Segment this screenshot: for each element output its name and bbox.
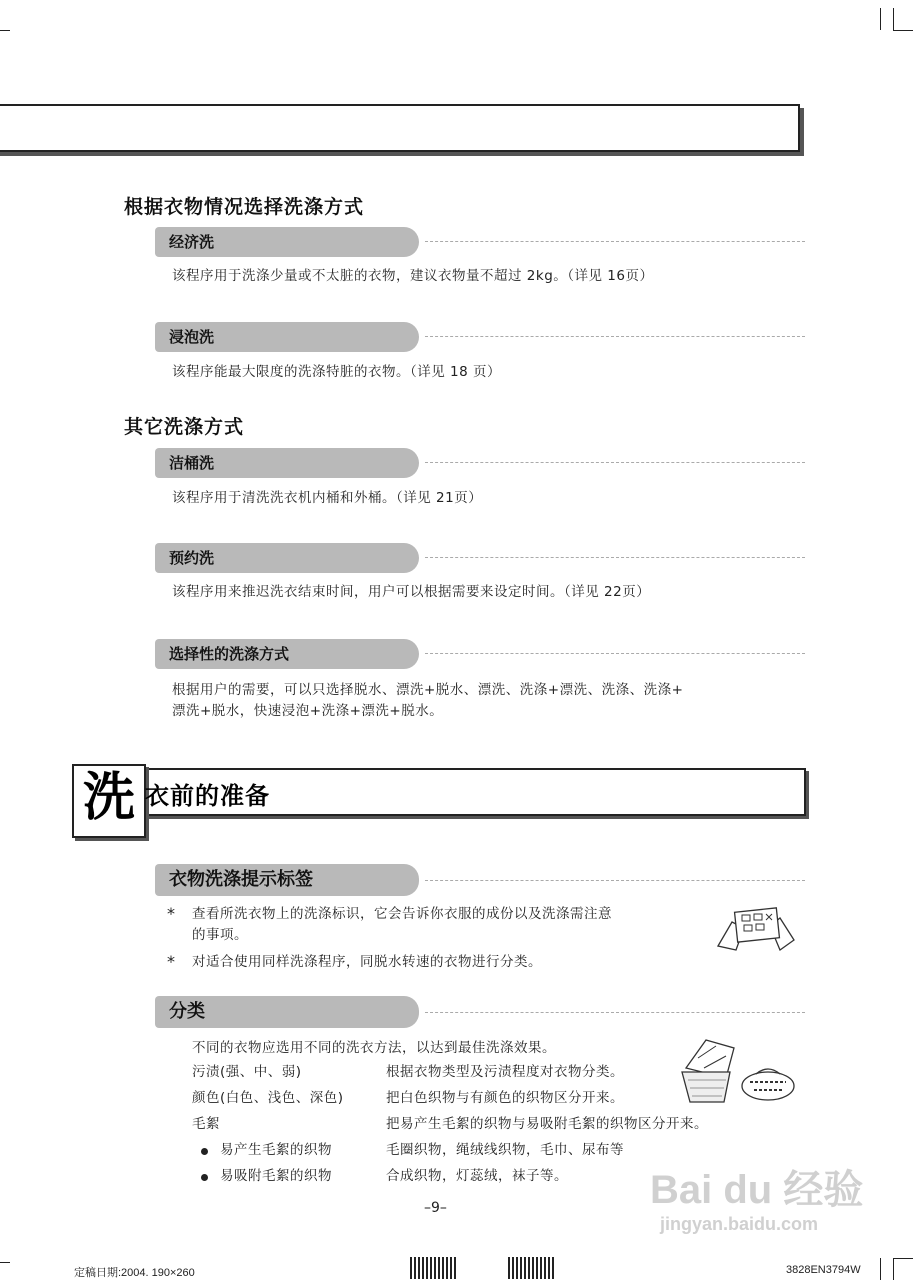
program-label-economy: 经济洗: [155, 227, 419, 257]
sort-rule-stain: 根据衣物类型及污渍程度对衣物分类。: [386, 1064, 624, 1080]
baidu-watermark-logo: Bai du 经验: [650, 1168, 864, 1212]
footer-date-size: 定稿日期:2004. 190×260: [74, 1267, 195, 1279]
registration-barcode: [410, 1257, 456, 1279]
care-labels-tip2: 对适合使用同样洗涤程序，同脱水转速的衣物进行分类。: [192, 954, 542, 970]
program-desc-economy: 该程序用于洗涤少量或不太脏的衣物，建议衣物量不超过 2kg。（详见 16页）: [172, 268, 654, 284]
crop-mark: [893, 30, 913, 31]
crop-mark: [893, 1258, 913, 1259]
header-bar: [0, 104, 800, 152]
sort-criterion-color: 颜色(白色、浅色、深色): [192, 1090, 344, 1106]
program-label-delay: 预约洗: [155, 543, 419, 573]
dotted-rule: [425, 462, 805, 463]
sorting-intro: 不同的衣物应选用不同的洗衣方法，以达到最佳洗涤效果。: [192, 1040, 556, 1056]
laundry-basket-illustration: [676, 1028, 796, 1108]
sort-criterion-lint-attracting: 易吸附毛絮的织物: [220, 1168, 332, 1184]
dotted-rule: [425, 880, 805, 881]
sort-rule-lint: 把易产生毛絮的织物与易吸附毛絮的织物区分开来。: [386, 1116, 708, 1132]
baidu-watermark-url: jingyan.baidu.com: [660, 1214, 819, 1234]
crop-mark: [0, 30, 10, 31]
sort-criterion-lint-producing: 易产生毛絮的织物: [220, 1142, 332, 1158]
program-label-soak: 浸泡洗: [155, 322, 419, 352]
crop-mark: [0, 1262, 10, 1263]
registration-barcode: [508, 1257, 554, 1279]
crop-mark: [880, 8, 881, 30]
program-desc-delay: 该程序用来推迟洗衣结束时间，用户可以根据需要来设定时间。（详见 22页）: [172, 584, 651, 600]
care-labels-tip1-line1: 查看所洗衣物上的洗涤标识，它会告诉你衣服的成份以及洗涤需注意: [192, 906, 612, 922]
section-heading: 其它洗涤方式: [124, 416, 245, 438]
dotted-rule: [425, 336, 805, 337]
sort-rule-lint-producing: 毛圈织物，绳绒线织物，毛巾、尿布等: [386, 1142, 624, 1158]
program-desc-selective-line1: 根据用户的需要，可以只选择脱水、漂洗+脱水、漂洗、洗涤+漂洗、洗涤、洗涤+: [172, 682, 684, 698]
crop-mark: [893, 8, 894, 30]
star-bullet: *: [167, 904, 175, 923]
program-desc-selective-line2: 漂洗+脱水，快速浸泡+洗涤+漂洗+脱水。: [172, 703, 444, 719]
prep-title-initial: 洗: [72, 764, 146, 838]
list-bullet: [201, 1148, 208, 1155]
sort-criterion-lint: 毛絮: [192, 1116, 220, 1132]
footer-doc-code: 3828EN3794W: [786, 1264, 861, 1276]
sort-rule-color: 把白色织物与有颜色的织物区分开来。: [386, 1090, 624, 1106]
star-bullet: *: [167, 952, 175, 971]
section-heading: 根据衣物情况选择洗涤方式: [124, 196, 365, 218]
care-labels-tip1-line2: 的事项。: [192, 927, 248, 943]
program-label-selective: 选择性的洗涤方式: [155, 639, 419, 669]
page-number: –9–: [424, 1200, 447, 1216]
sort-criterion-stain: 污渍(强、中、弱): [192, 1064, 302, 1080]
crop-mark: [893, 1258, 894, 1280]
list-bullet: [201, 1174, 208, 1181]
dotted-rule: [425, 1012, 805, 1013]
dotted-rule: [425, 557, 805, 558]
dotted-rule: [425, 653, 805, 654]
crop-mark: [880, 1258, 881, 1280]
program-label-tub-clean: 洁桶洗: [155, 448, 419, 478]
program-desc-soak: 该程序能最大限度的洗涤特脏的衣物。（详见 18 页）: [172, 364, 502, 380]
dotted-rule: [425, 241, 805, 242]
prep-title: 衣前的准备: [145, 782, 270, 810]
care-labels-heading: 衣物洗涤提示标签: [155, 864, 419, 896]
clothing-label-illustration: [714, 900, 798, 956]
sorting-heading: 分类: [155, 996, 419, 1028]
sort-rule-lint-attracting: 合成织物，灯蕊绒，袜子等。: [386, 1168, 568, 1184]
program-desc-tub-clean: 该程序用于清洗洗衣机内桶和外桶。（详见 21页）: [172, 490, 483, 506]
